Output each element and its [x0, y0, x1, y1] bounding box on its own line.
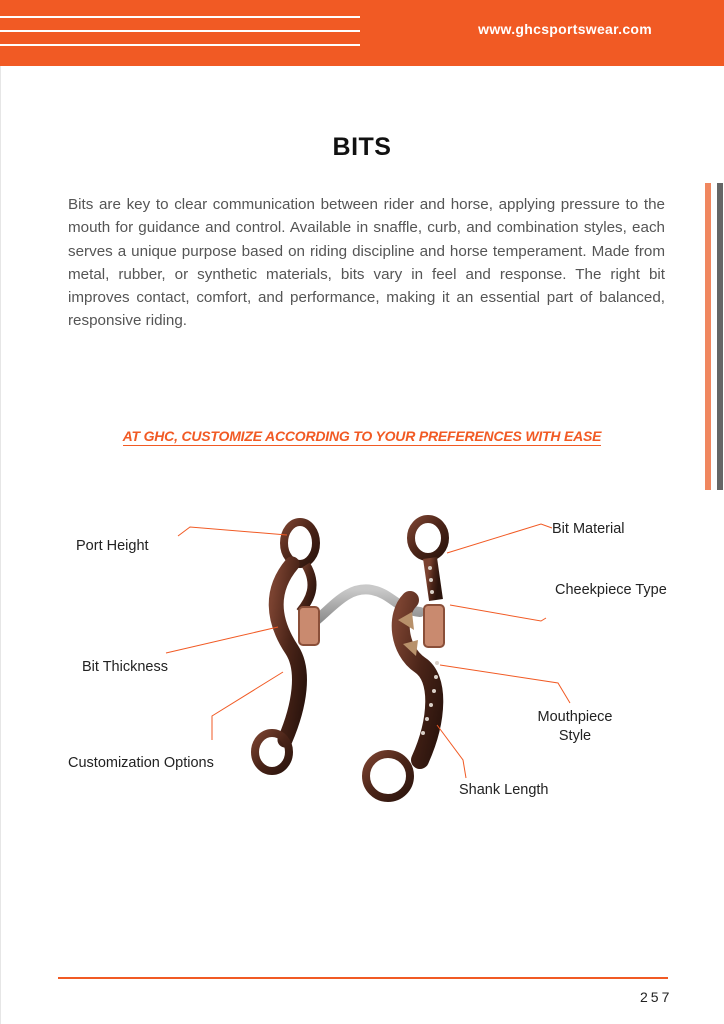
page-number: 257: [640, 989, 673, 1005]
label-customization-options: Customization Options: [68, 755, 214, 771]
tagline-text: AT GHC, CUSTOMIZE ACCORDING TO YOUR PREFERENCES WITH EASE: [122, 428, 602, 444]
left-shank: [255, 522, 319, 771]
callout-lines: [166, 524, 570, 778]
label-bit-thickness: Bit Thickness: [82, 659, 168, 675]
right-shank: [366, 519, 445, 798]
label-mouthpiece-line2: Style: [558, 728, 592, 744]
footer-rule: [58, 977, 668, 979]
page-title: BITS: [332, 133, 392, 161]
label-bit-material: Bit Material: [552, 521, 625, 537]
label-port-height: Port Height: [76, 538, 149, 554]
body-paragraph: Bits are key to clear communication between rider and horse, applying pressure to the mouth for guidance and control. Available in snaffle, curb, and combination styles, each serves a unique purpose based on riding discipline and horse temperament. Made from metal, rubber, or synthetic materials, bits vary in feel and response. The right bit improves contact, comfort, and performance, making it an essential part of balanced, responsive riding.: [68, 196, 665, 330]
label-mouthpiece-style: [535, 708, 615, 746]
label-shank-length: Shank Length: [459, 782, 549, 798]
label-mouthpiece-line1: Mouthpiece: [537, 709, 613, 725]
label-cheekpiece-type: Cheekpiece Type: [555, 582, 667, 598]
website-url[interactable]: www.ghcsportswear.com: [478, 21, 652, 37]
